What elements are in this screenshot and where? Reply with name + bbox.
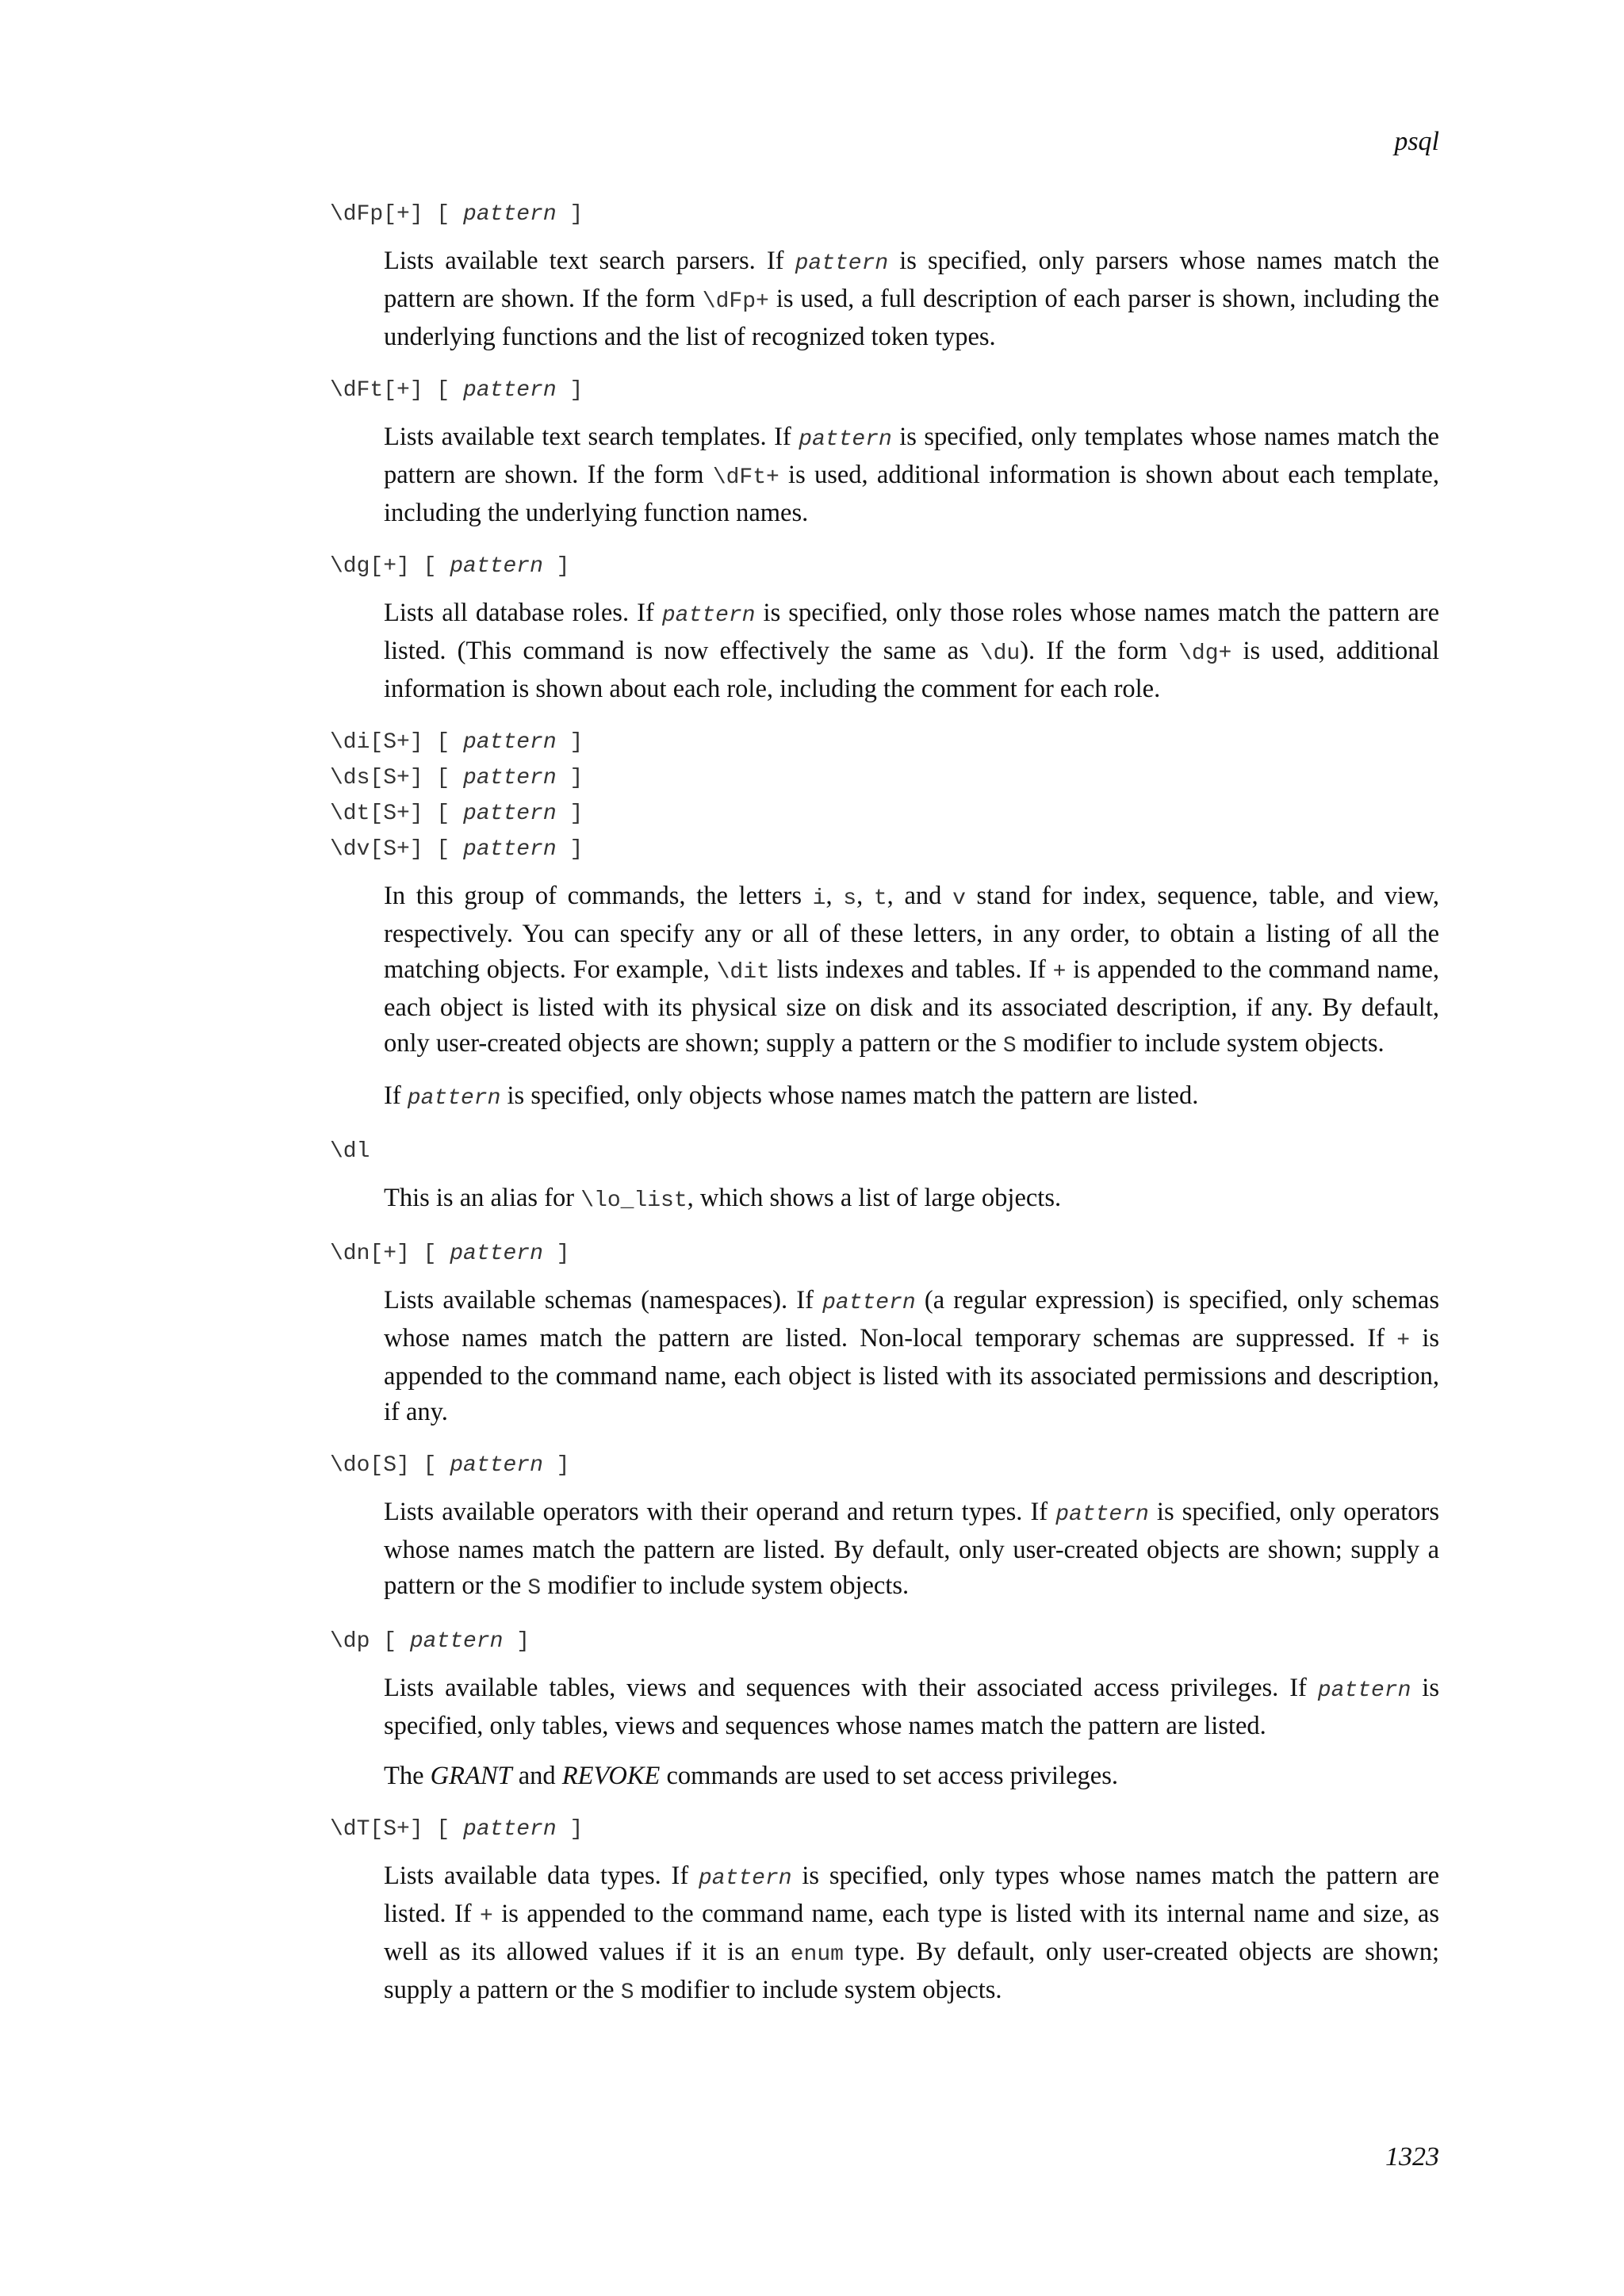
command-term [330,832,1439,867]
replaceable: pattern [407,1086,501,1111]
bracket-close: ] [556,802,584,826]
text: Lists available text search templates. If [384,423,799,451]
text: Lists available tables, views and sequences with their associated access privileges. If [384,1674,1318,1702]
bracket-open: [ [423,837,464,862]
text: is appended to the command name, each object is listed with its physical size on disk and its associated description, if any. By default, only user-created objects are shown; supply a pattern or the [384,955,1439,1058]
inline-code: i [812,886,826,911]
command-arg: pattern [463,730,557,755]
bracket-close: ] [542,554,570,579]
paragraph [384,595,1439,707]
text: modifier to include system objects. [1016,1029,1385,1058]
bracket-open: [ [370,1629,410,1654]
command-name: \dFt[+] [330,378,423,403]
bracket-open: [ [409,1453,450,1478]
text: is used, additional information is shown about each template, including the underlying function names. [384,461,1439,527]
replaceable: pattern [822,1291,916,1315]
text: Lists available schemas (namespaces). If [384,1286,823,1314]
bracket-open: [ [423,766,464,790]
entry-dg [330,549,1439,707]
command-term [330,796,1439,832]
running-header: psql [1394,127,1439,156]
command-arg: pattern [463,1817,557,1842]
text: is appended to the command name, each type is listed with its internal name and size, as well as its allowed values if it is an [384,1900,1440,1966]
text: If [384,1081,408,1110]
text: is used, additional information is shown about each role, including the comment for each role. [384,637,1440,703]
command-term [330,760,1439,796]
paragraph [384,1858,1439,2011]
text: Lists available operators with their operand and return types. If [384,1498,1056,1526]
command-arg: pattern [450,1242,543,1266]
bracket-open: [ [423,202,464,227]
inline-code: s [843,886,857,911]
bracket-open: [ [423,1817,464,1842]
command-arg: pattern [463,802,557,826]
bracket-open: [ [409,554,450,579]
text: lists indexes and tables. If [769,955,1053,984]
inline-code: + [1052,960,1067,985]
paragraph [384,1181,1439,1219]
inline-code: S [620,1980,634,2005]
command-name: \dT[S+] [330,1817,423,1842]
entry-dT [330,1812,1439,2011]
text: , [856,882,874,910]
bracket-open: [ [423,378,464,403]
inline-code: \dFp+ [702,289,769,314]
paragraph [384,1670,1439,1744]
paragraph [384,878,1439,1064]
command-name: \dp [330,1629,370,1654]
replaceable: pattern [661,603,756,628]
paragraph [384,419,1439,531]
text: is specified, only templates whose names match the pattern are shown. If the form [384,423,1439,489]
text: is specified, only tables, views and sequences whose names match the pattern are listed. [384,1674,1439,1740]
entry-dl [330,1134,1439,1219]
text: The [384,1762,431,1790]
text: , and [887,882,953,910]
command-name: \dt[S+] [330,802,423,826]
command-term [330,1236,1439,1272]
command-description [384,1858,1439,2011]
text: is specified, only operators whose names match the pattern are listed. By default, only user-created objects are shown; supply a pattern or the [384,1498,1440,1600]
text: commands are used to set access privileges. [660,1762,1118,1790]
entry-dn [330,1236,1439,1430]
command-reference-revoke[interactable]: REVOKE [561,1762,661,1790]
paragraph [384,1078,1439,1116]
text: , which shows a list of large objects. [687,1184,1062,1212]
command-description [384,419,1439,531]
inline-code: \dFt+ [712,465,779,490]
command-name: \dv[S+] [330,837,423,862]
text: Lists all database roles. If [384,599,662,627]
replaceable: pattern [698,1866,792,1891]
inline-code: S [1002,1034,1017,1058]
paragraph [384,1283,1439,1430]
bracket-close: ] [556,202,584,227]
command-reference-grant[interactable]: GRANT [430,1762,512,1790]
command-description [384,595,1439,707]
page-number: 1323 [1385,2142,1439,2172]
command-description [384,1181,1439,1219]
text: type. By default, only user-created objects are shown; supply a pattern or the [384,1938,1439,2004]
text: (a regular expression) is specified, only schemas whose names match the pattern are listed. Non-local temporary schemas are suppressed. If [384,1286,1439,1353]
text: and [511,1762,562,1790]
command-arg: pattern [463,202,557,227]
text: This is an alias for [384,1184,581,1212]
command-term [330,373,1439,408]
text: is specified, only parsers whose names match the pattern are shown. If the form [384,247,1439,313]
command-term [330,1134,1439,1169]
command-arg: pattern [463,378,557,403]
text: stand for index, sequence, table, and view, respectively. You can specify any or all of these letters, in any order, to obtain a listing of all the matching objects. For example, [384,882,1439,984]
text: is specified, only those roles whose names match the pattern are listed. (This command is now effectively the same as [384,599,1439,665]
bracket-close: ] [503,1629,530,1654]
entry-dFt [330,373,1439,531]
paragraph [384,243,1439,355]
inline-code: \dit [716,960,770,985]
document-body [330,197,1439,2028]
command-name: \di[S+] [330,730,423,755]
command-term [330,1448,1439,1483]
text: modifier to include system objects. [541,1571,910,1600]
replaceable: pattern [799,427,892,452]
inline-code: S [527,1576,542,1601]
inline-code: t [873,886,887,911]
command-name: \ds[S+] [330,766,423,790]
inline-code: \lo_list [580,1188,688,1213]
replaceable: pattern [795,251,889,276]
bracket-close: ] [542,1242,570,1266]
command-description [384,1494,1439,1606]
command-name: \do[S] [330,1453,410,1478]
text: is used, a full description of each parser is shown, including the underlying functions and the list of recognized token types. [384,285,1439,351]
bracket-close: ] [542,1453,570,1478]
inline-code: \du [979,641,1021,666]
text: modifier to include system objects. [634,1976,1002,2004]
command-term [330,197,1439,232]
text: is specified, only objects whose names match the pattern are listed. [500,1081,1199,1110]
command-description [384,878,1439,1116]
inline-code: \dg+ [1178,641,1232,666]
text: In this group of commands, the letters [384,882,813,910]
command-term [330,1812,1439,1847]
command-name: \dg[+] [330,554,410,579]
bracket-close: ] [556,378,584,403]
bracket-close: ] [556,766,584,790]
command-arg: pattern [463,837,557,862]
inline-code: + [480,1904,493,1929]
bracket-open: [ [409,1242,450,1266]
inline-code: + [1396,1329,1411,1353]
bracket-close: ] [556,730,584,755]
command-description [384,1670,1439,1794]
replaceable: pattern [1317,1678,1411,1703]
command-term [330,549,1439,584]
command-description [384,1283,1439,1430]
text: is specified, only types whose names match the pattern are listed. If [384,1862,1440,1928]
command-name: \dn[+] [330,1242,410,1266]
paragraph [384,1758,1439,1794]
bracket-open: [ [423,802,464,826]
command-arg: pattern [463,766,557,790]
paragraph [384,1494,1439,1606]
command-arg: pattern [409,1629,504,1654]
text: , [825,882,844,910]
command-name: \dFp[+] [330,202,423,227]
command-arg: pattern [450,1453,543,1478]
command-term [330,725,1439,760]
command-description [384,243,1439,355]
text: is appended to the command name, each object is listed with its associated permissions and description, if any. [384,1324,1439,1426]
command-arg: pattern [450,554,543,579]
bracket-close: ] [556,837,584,862]
inline-code: enum [790,1942,844,1967]
inline-code: v [952,886,966,911]
bracket-open: [ [423,730,464,755]
text: Lists available data types. If [384,1862,699,1890]
entry-dFp [330,197,1439,355]
replaceable: pattern [1055,1502,1149,1527]
text: Lists available text search parsers. If [384,247,795,275]
command-term [330,1624,1439,1659]
text: ). If the form [1020,637,1179,665]
bracket-close: ] [556,1817,584,1842]
entry-disv [330,725,1439,1116]
entry-dp [330,1624,1439,1794]
entry-do [330,1448,1439,1606]
command-name: \dl [330,1139,370,1164]
